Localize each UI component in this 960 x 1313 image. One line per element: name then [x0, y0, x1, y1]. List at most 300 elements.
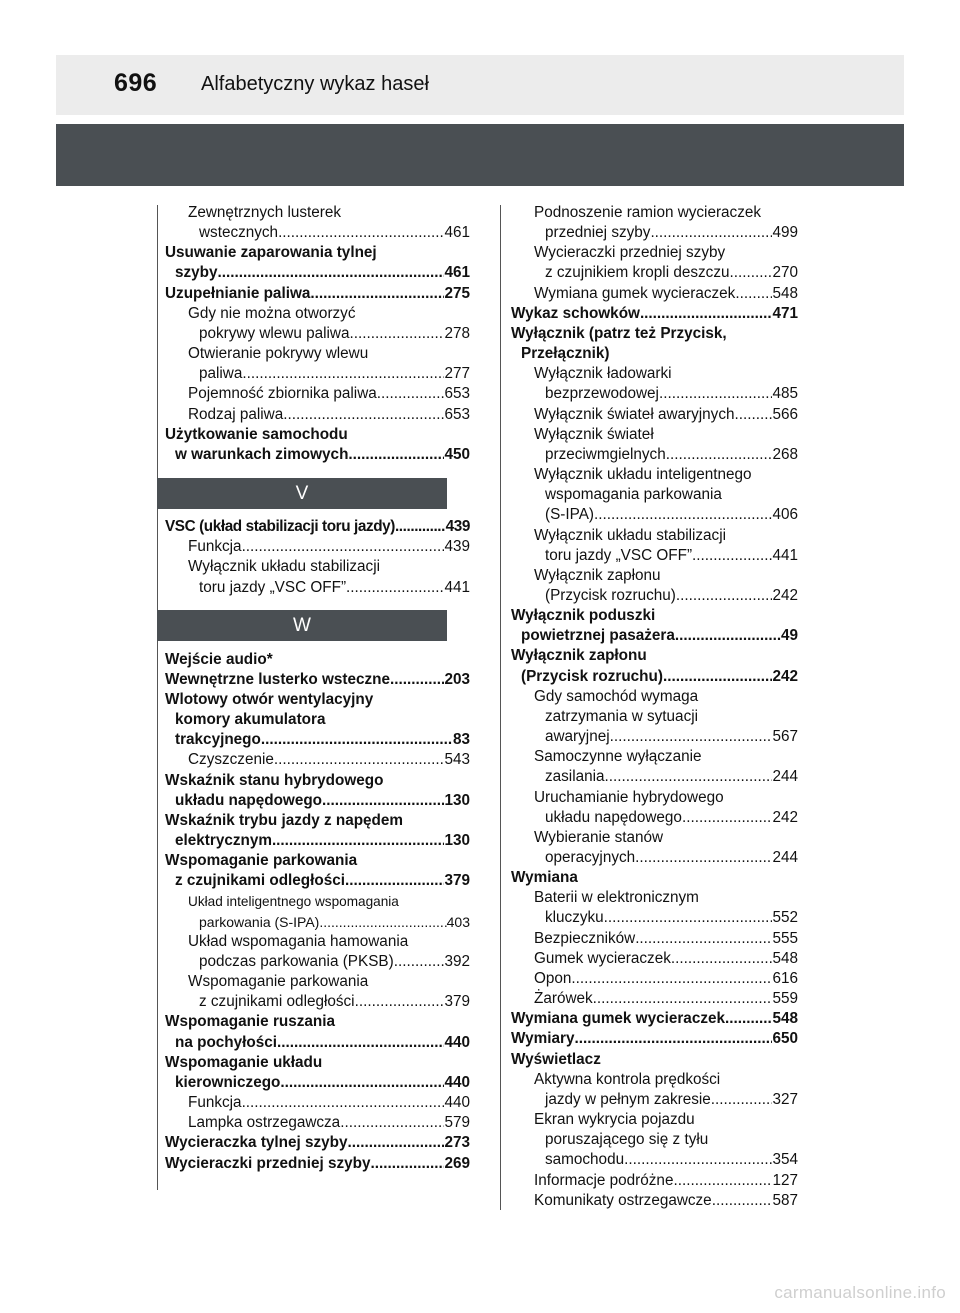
- entry-text: Wymiana: [511, 869, 578, 887]
- leader-dots: [571, 969, 772, 989]
- page-ref: 268: [772, 445, 798, 463]
- leader-dots: [692, 546, 772, 566]
- leader-dots: [242, 537, 445, 557]
- entry-line-with-page: [165, 871, 470, 891]
- entry-text: Informacje podróżne: [534, 1171, 674, 1189]
- page-ref: 543: [444, 751, 470, 769]
- entry-text: Podnoszenie ramion wycieraczek: [534, 204, 762, 221]
- index-subentry: [165, 750, 470, 770]
- leader-dots: [734, 405, 772, 425]
- page-ref: 440: [444, 1033, 470, 1051]
- v-entries: [165, 517, 470, 598]
- index-subentry: [511, 364, 798, 404]
- leader-dots: [348, 445, 444, 465]
- page-ref: 653: [444, 385, 470, 403]
- entry-text: Wskaźnik trybu jazdy z napędem: [165, 811, 404, 829]
- page-ref: 566: [772, 405, 798, 423]
- entry-text: z czujnikami odległości: [199, 993, 355, 1011]
- watermark: carmanualsonline.info: [774, 1283, 946, 1302]
- leader-dots: [725, 1009, 772, 1029]
- index-subentry: [511, 969, 798, 989]
- index-subentry: [511, 687, 798, 747]
- index-subentry: [511, 425, 798, 465]
- index-entry: [165, 1053, 470, 1093]
- page-ref: 559: [772, 990, 798, 1008]
- page-ref: 403: [446, 913, 470, 930]
- entry-text: Gdy samochód wymaga: [534, 687, 699, 705]
- leader-dots: [624, 1150, 772, 1170]
- index-subentry: [511, 747, 798, 787]
- leader-dots: [280, 1073, 444, 1093]
- leader-dots: [283, 405, 444, 425]
- entry-text: Użytkowanie samochodu: [165, 425, 348, 443]
- index-entry: [165, 1133, 470, 1153]
- entry-text: kluczyku: [545, 909, 604, 927]
- leader-dots: [277, 1033, 444, 1053]
- entry-text: z czujnikami odległości: [175, 872, 346, 890]
- entry-text: Funkcja: [188, 538, 242, 556]
- entry-text: Wewnętrzne lusterko wsteczne: [165, 670, 390, 688]
- entry-text: Układ wspomagania hamowania: [188, 932, 409, 950]
- index-entry: [165, 243, 470, 283]
- index-subentry: [165, 1113, 470, 1133]
- entry-line-with-page: [511, 284, 798, 304]
- index-entry: [511, 304, 798, 324]
- entry-line-with-page: [165, 1093, 470, 1113]
- leader-dots: [349, 324, 444, 344]
- entry-line-with-page: [165, 263, 470, 283]
- entry-line-with-page: [511, 586, 798, 606]
- entry-text: w warunkach zimowych: [175, 445, 349, 463]
- leader-dots: [729, 263, 772, 283]
- index-subentry: [511, 788, 798, 828]
- entry-line-with-page: [165, 670, 470, 690]
- entry-text: przedniej szyby: [545, 224, 651, 242]
- leader-dots: [666, 445, 773, 465]
- leader-dots: [345, 871, 444, 891]
- entry-line-with-page: [165, 952, 470, 972]
- entry-text: wstecznych: [199, 224, 279, 242]
- leader-dots: [712, 1191, 773, 1211]
- entry-text: parkowania (S-IPA): [199, 913, 320, 930]
- entry-text: Wyłącznik świateł: [534, 425, 654, 443]
- index-entry: [165, 811, 470, 851]
- entry-line-with-page: [165, 1113, 470, 1133]
- index-subentry: [165, 344, 470, 384]
- index-subentry: [511, 203, 798, 243]
- entry-text: Pojemność zbiornika paliwa: [188, 385, 377, 403]
- w-entries: [165, 650, 470, 1174]
- entry-line-with-page: [165, 517, 470, 537]
- entry-text: układu napędowego: [175, 791, 323, 809]
- entry-text: Zewnętrznych lusterek: [188, 204, 342, 221]
- entry-line-with-page: [511, 505, 798, 525]
- leader-dots: [370, 1154, 444, 1174]
- entry-text: (S-IPA): [545, 506, 595, 524]
- entry-line-with-page: [511, 445, 798, 465]
- entry-text: Wyłącznik ładowarki: [534, 365, 672, 383]
- page-ref: 242: [772, 667, 798, 685]
- entry-text: Uruchamianie hybrydowego: [534, 788, 724, 806]
- entry-line-with-page: [511, 929, 798, 949]
- entry-text: Rodzaj paliwa: [188, 405, 284, 423]
- entry-text: Wymiana gumek wycieraczek: [534, 284, 736, 302]
- page-ref: 653: [444, 405, 470, 423]
- leader-dots: [218, 263, 445, 283]
- entry-line-with-page: [165, 223, 470, 243]
- entry-line-with-page: [165, 992, 470, 1012]
- page-ref: 450: [444, 445, 470, 463]
- entry-text: Wyłącznik układu inteligentnego: [534, 466, 752, 484]
- index-subentry: [511, 1110, 798, 1170]
- entry-text: zatrzymania w sytuacji: [545, 707, 699, 725]
- leader-dots: [242, 364, 444, 384]
- index-entry: [511, 868, 798, 888]
- index-subentry: [165, 892, 470, 932]
- page-ref: 203: [444, 670, 470, 688]
- entry-text: Baterii w elektronicznym: [534, 889, 699, 907]
- page-ref: 548: [772, 284, 798, 302]
- leader-dots: [261, 730, 453, 750]
- page-ref: 354: [772, 1151, 798, 1169]
- index-subentry: [511, 929, 798, 949]
- entry-text: Aktywna kontrola prędkości: [534, 1070, 721, 1088]
- index-entry: [511, 1050, 798, 1070]
- entry-line-with-page: [165, 1033, 470, 1053]
- index-entry: [165, 771, 470, 811]
- entry-line-with-page: [511, 263, 798, 283]
- entry-text: Wskaźnik stanu hybrydowego: [165, 771, 384, 789]
- leader-dots: [272, 831, 445, 851]
- leader-dots: [610, 727, 773, 747]
- entry-text: VSC (układ stabilizacji toru jazdy): [165, 518, 395, 536]
- page-ref: 242: [772, 808, 798, 826]
- entry-text: powietrznej pasażera: [521, 627, 675, 645]
- entry-line-with-page: [511, 546, 798, 566]
- entry-line-with-page: [165, 364, 470, 384]
- page-header: [56, 55, 904, 115]
- entry-line-with-page: [165, 1133, 470, 1153]
- index-entry: [511, 1029, 798, 1049]
- page-ref: 461: [444, 224, 470, 242]
- page-ref: 273: [444, 1134, 470, 1152]
- page-ref: 130: [444, 832, 470, 850]
- leader-dots: [394, 952, 445, 972]
- index-subentry: [165, 972, 470, 1012]
- page-number: 696: [114, 69, 158, 97]
- entry-line-with-page: [511, 1029, 798, 1049]
- entry-text: Przełącznik): [521, 345, 610, 363]
- page-ref: 439: [445, 518, 470, 536]
- entry-text: Wspomaganie parkowania: [188, 973, 369, 991]
- index-subentry: [511, 1171, 798, 1191]
- entry-text: Żarówek: [534, 990, 593, 1008]
- entry-line-with-page: [511, 949, 798, 969]
- page-title: Alfabetyczny wykaz haseł: [201, 73, 429, 95]
- index-entry: [165, 690, 470, 750]
- entry-line-with-page: [165, 1073, 470, 1093]
- entry-text: elektrycznym: [175, 832, 272, 850]
- leader-dots: [635, 929, 772, 949]
- leader-dots: [594, 505, 772, 525]
- entry-line-with-page: [511, 223, 798, 243]
- index-subentry: [511, 888, 798, 928]
- section-header-w: W: [157, 610, 447, 641]
- page-ref: 548: [772, 1010, 798, 1028]
- entry-text: toru jazdy „VSC OFF”: [199, 578, 347, 596]
- entry-text: na pochyłości: [175, 1033, 278, 1051]
- entry-text: Wycieraczki przedniej szyby: [534, 244, 726, 262]
- entry-line-with-page: [511, 727, 798, 747]
- entry-text: kierowniczego: [175, 1073, 281, 1091]
- index-subentry: [511, 405, 798, 425]
- leader-dots: [242, 1093, 445, 1113]
- page-ref: 127: [772, 1171, 798, 1189]
- index-entry: [511, 606, 798, 646]
- entry-text: komory akumulatora: [175, 711, 326, 729]
- entry-line-with-page: [511, 908, 798, 928]
- page-ref: 275: [444, 284, 470, 302]
- entry-line-with-page: [165, 831, 470, 851]
- entry-text: awaryjnej: [545, 728, 610, 746]
- left-index-column: [165, 203, 470, 1174]
- index-subentry: [511, 1191, 798, 1211]
- index-subentry: [511, 566, 798, 606]
- entry-line-with-page: [511, 848, 798, 868]
- entry-text: Bezpieczników: [534, 929, 636, 947]
- index-subentry: [165, 1093, 470, 1113]
- entry-line-with-page: [511, 384, 798, 404]
- entry-line-with-page: [165, 1154, 470, 1174]
- page-ref: 461: [444, 264, 470, 282]
- entry-text: (Przycisk rozruchu): [521, 667, 663, 685]
- entry-text: Funkcja: [188, 1094, 242, 1112]
- entry-text: Wspomaganie parkowania: [165, 852, 358, 870]
- leader-dots: [319, 912, 446, 932]
- leader-dots: [676, 586, 773, 606]
- entry-text: Wyłącznik świateł awaryjnych: [534, 405, 735, 423]
- entry-text: jazdy w pełnym zakresie: [545, 1090, 711, 1108]
- index-entry: [165, 851, 470, 891]
- page-ref: 327: [772, 1090, 798, 1108]
- entry-text: Wlotowy otwór wentylacyjny: [165, 690, 374, 708]
- index-subentry: [165, 932, 470, 972]
- entry-text: Wyświetlacz: [511, 1050, 601, 1068]
- entry-text: Wymiana gumek wycieraczek: [511, 1010, 725, 1028]
- leader-dots: [355, 992, 445, 1012]
- entry-text: Wyłącznik układu stabilizacji: [188, 558, 380, 576]
- entry-text: podczas parkowania (PKSB): [199, 953, 394, 970]
- leader-dots: [604, 908, 773, 928]
- page-ref: 616: [772, 969, 798, 987]
- entry-text: (Przycisk rozruchu): [545, 586, 676, 604]
- entry-line-with-page: [511, 1150, 798, 1170]
- entry-text: Wspomaganie ruszania: [165, 1013, 336, 1031]
- entry-text: z czujnikiem kropli deszczu: [545, 264, 730, 282]
- page-ref: 49: [780, 627, 798, 645]
- entry-line-with-page: [165, 912, 470, 932]
- page-ref: 440: [444, 1073, 470, 1091]
- entry-line-with-page: [511, 969, 798, 989]
- index-subentry: [165, 537, 470, 557]
- right-column-rule: [500, 205, 501, 1210]
- leader-dots: [675, 626, 781, 646]
- entry-text: Opon: [534, 969, 572, 987]
- page-ref: 485: [772, 385, 798, 403]
- page-ref: 650: [772, 1030, 798, 1048]
- index-entry: [511, 324, 798, 364]
- leader-dots: [650, 223, 772, 243]
- leader-dots: [278, 223, 444, 243]
- entry-text: Lampka ostrzegawcza: [188, 1114, 341, 1132]
- leader-dots: [575, 1029, 773, 1049]
- index-entry: [165, 517, 470, 537]
- entry-text: przeciwmgielnych: [545, 445, 666, 463]
- entry-line-with-page: [165, 405, 470, 425]
- leader-dots: [663, 667, 773, 687]
- leader-dots: [346, 578, 444, 598]
- index-subentry: [511, 1070, 798, 1110]
- index-subentry: [511, 828, 798, 868]
- index-subentry: [511, 949, 798, 969]
- leader-dots: [605, 767, 773, 787]
- leader-dots: [671, 949, 773, 969]
- leader-dots: [274, 750, 445, 770]
- leader-dots: [593, 989, 773, 1009]
- page-ref: 83: [452, 731, 470, 749]
- index-entry: [511, 646, 798, 686]
- index-entry: [165, 1154, 470, 1174]
- entry-text: Układ inteligentnego wspomagania: [188, 893, 399, 909]
- page-ref: 270: [772, 264, 798, 282]
- entry-text: samochodu: [545, 1151, 625, 1169]
- page-ref: 406: [772, 506, 798, 524]
- index-subentry: [511, 284, 798, 304]
- right-entries: [511, 203, 798, 1211]
- leader-dots: [322, 791, 444, 811]
- page-ref: 567: [772, 728, 798, 746]
- index-subentry: [165, 203, 470, 243]
- entry-line-with-page: [165, 284, 470, 304]
- entry-text: Wyłącznik zapłonu: [511, 647, 647, 665]
- index-subentry: [165, 557, 470, 597]
- page-ref: 244: [772, 768, 798, 786]
- entry-line-with-page: [165, 537, 470, 557]
- leader-dots: [377, 384, 445, 404]
- entry-text: paliwa: [199, 365, 243, 383]
- entry-line-with-page: [165, 750, 470, 770]
- page-ref: 278: [444, 324, 470, 342]
- entry-line-with-page: [511, 304, 798, 324]
- entry-text: Samoczynne wyłączanie: [534, 748, 702, 766]
- entry-text: Wykaz schowków: [511, 304, 640, 322]
- leader-dots: [640, 304, 773, 324]
- entry-line-with-page: [511, 1171, 798, 1191]
- entry-text: Wyłącznik zapłonu: [534, 566, 661, 584]
- entry-text: Wyłącznik poduszki: [511, 607, 656, 625]
- index-subentry: [511, 243, 798, 283]
- entry-text: Wejście audio*: [165, 650, 273, 668]
- entry-text: poruszającego się z tyłu: [545, 1131, 709, 1149]
- page-ref: 244: [772, 849, 798, 866]
- entry-text: Wybieranie stanów: [534, 828, 664, 846]
- entry-text: operacyjnych: [545, 849, 636, 866]
- page-ref: 499: [772, 224, 798, 242]
- entry-text: Gdy nie można otworzyć: [188, 304, 356, 322]
- entry-line-with-page: [511, 808, 798, 828]
- entry-text: Wspomaganie układu: [165, 1053, 323, 1071]
- index-subentry: [511, 465, 798, 525]
- leader-dots: [348, 1133, 445, 1153]
- page-ref: 548: [772, 949, 798, 967]
- page-ref: 552: [772, 909, 798, 927]
- index-entry: [165, 425, 470, 465]
- right-index-column: [511, 203, 798, 1211]
- entry-line-with-page: [165, 324, 470, 344]
- entry-text: Wycieraczka tylnej szyby: [165, 1134, 348, 1152]
- leader-dots: [673, 1171, 772, 1191]
- leader-dots: [711, 1090, 773, 1110]
- entry-line-with-page: [165, 384, 470, 404]
- entry-text: pokrywy wlewu paliwa: [199, 324, 350, 342]
- page-ref: 392: [444, 953, 470, 970]
- entry-line-with-page: [165, 791, 470, 811]
- page-ref: 579: [444, 1114, 470, 1132]
- section-header-v: V: [157, 478, 447, 509]
- index-entry: [165, 670, 470, 690]
- page-ref: 379: [444, 872, 470, 890]
- page-ref: 440: [444, 1094, 470, 1112]
- index-subentry: [165, 405, 470, 425]
- page-ref: 269: [444, 1154, 470, 1172]
- entry-text: Komunikaty ostrzegawcze: [534, 1191, 712, 1209]
- entry-text: toru jazdy „VSC OFF”: [545, 546, 693, 564]
- entry-text: bezprzewodowej: [545, 385, 659, 403]
- index-subentry: [511, 526, 798, 566]
- entry-text: Czyszczenie: [188, 751, 274, 769]
- entry-line-with-page: [511, 989, 798, 1009]
- leader-dots: [390, 670, 444, 690]
- index-subentry: [511, 989, 798, 1009]
- left-entries-top: [165, 203, 470, 465]
- leader-dots: [682, 808, 773, 828]
- entry-text: Gumek wycieraczek: [534, 949, 671, 967]
- leader-dots: [735, 284, 772, 304]
- entry-text: szyby: [175, 264, 218, 282]
- entry-text: wspomagania parkowania: [545, 486, 722, 504]
- entry-text: Otwieranie pokrywy wlewu: [188, 345, 369, 363]
- index-entry: [165, 650, 470, 670]
- page-ref: 587: [772, 1191, 798, 1209]
- page-ref: 277: [444, 365, 470, 383]
- index-entry: [165, 284, 470, 304]
- leader-dots: [395, 517, 446, 537]
- entry-text: trakcyjnego: [175, 731, 261, 749]
- entry-line-with-page: [165, 445, 470, 465]
- entry-text: Wyłącznik układu stabilizacji: [534, 526, 726, 544]
- header-band: [56, 124, 904, 186]
- index-subentry: [165, 384, 470, 404]
- entry-text: Wyłącznik (patrz też Przycisk,: [511, 324, 727, 342]
- page-ref: 379: [444, 993, 470, 1011]
- entry-text: zasilania: [545, 768, 605, 786]
- page-ref: 441: [444, 578, 470, 596]
- entry-text: Wymiary: [511, 1030, 575, 1048]
- entry-line-with-page: [511, 1009, 798, 1029]
- entry-line-with-page: [511, 405, 798, 425]
- entry-line-with-page: [511, 667, 798, 687]
- entry-line-with-page: [511, 1090, 798, 1110]
